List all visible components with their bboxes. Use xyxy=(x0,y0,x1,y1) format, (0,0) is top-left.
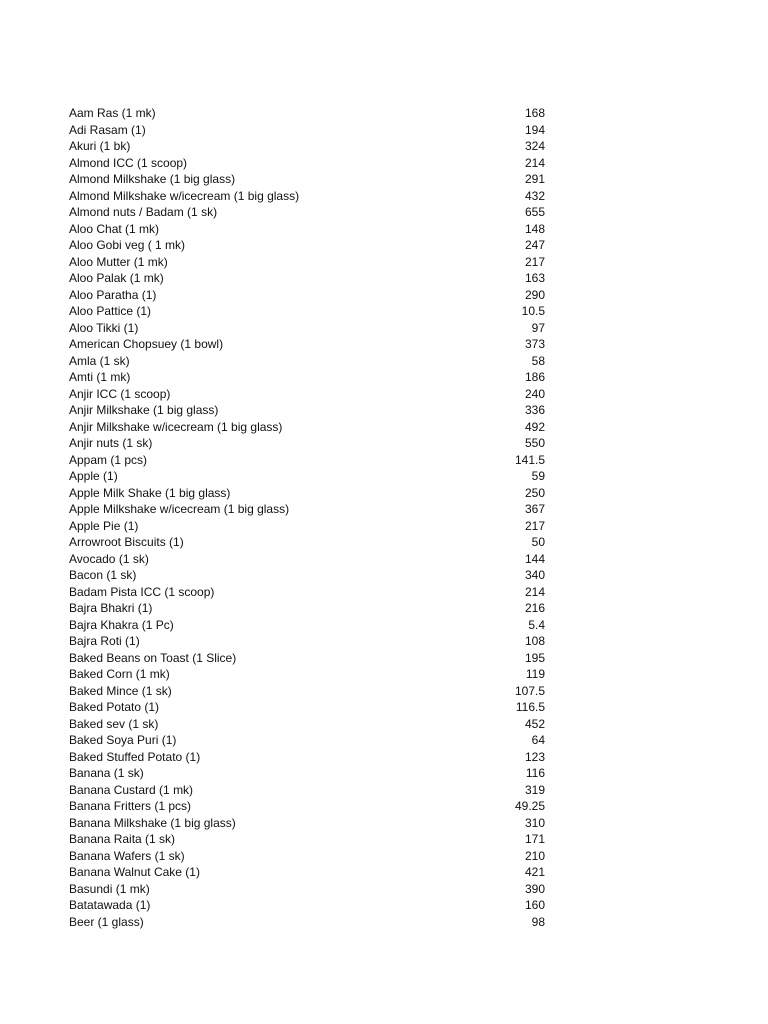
calorie-value: 10.5 xyxy=(521,304,545,318)
food-name: Basundi (1 mk) xyxy=(69,881,150,896)
table-row xyxy=(69,270,545,287)
table-row xyxy=(69,716,545,733)
food-name: Anjir nuts (1 sk) xyxy=(69,436,153,450)
table-row xyxy=(69,287,545,304)
food-name: Baked Mince (1 sk) xyxy=(69,683,172,698)
calorie-value: 390 xyxy=(524,881,545,896)
table-row xyxy=(69,881,545,898)
calorie-value: 108 xyxy=(524,634,545,648)
food-name: Anjir Milkshake (1 big glass) xyxy=(69,403,219,417)
food-name: Arrowroot Biscuits (1) xyxy=(69,535,184,549)
food-name: Banana Wafers (1 sk) xyxy=(69,848,185,863)
calorie-value: 216 xyxy=(524,601,545,615)
food-name: Aam Ras (1 mk) xyxy=(69,106,156,120)
calorie-value: 373 xyxy=(524,337,545,351)
calorie-value: 240 xyxy=(524,386,545,401)
table-row xyxy=(69,468,545,485)
calorie-list xyxy=(69,105,545,930)
calorie-value: 319 xyxy=(524,782,545,797)
table-row xyxy=(69,237,545,254)
calorie-value: 116 xyxy=(525,766,545,780)
calorie-value: 250 xyxy=(524,485,545,500)
food-name: Bacon (1 sk) xyxy=(69,568,137,582)
food-name: Banana Milkshake (1 big glass) xyxy=(69,815,236,830)
table-row xyxy=(69,683,545,700)
food-name: Bajra Khakra (1 Pc) xyxy=(69,617,174,632)
calorie-value: 119 xyxy=(525,667,545,681)
food-name: Bajra Roti (1) xyxy=(69,634,140,648)
table-row xyxy=(69,485,545,502)
calorie-value: 492 xyxy=(524,419,545,434)
calorie-value: 5.4 xyxy=(528,617,545,632)
food-name: Beer (1 glass) xyxy=(69,914,144,929)
table-row xyxy=(69,798,545,815)
table-row xyxy=(69,551,545,568)
calorie-value: 116.5 xyxy=(515,700,545,714)
calorie-value: 247 xyxy=(524,238,545,252)
food-name: Batatawada (1) xyxy=(69,898,151,912)
table-row xyxy=(69,171,545,188)
food-name: Aloo Pattice (1) xyxy=(69,304,152,318)
calorie-value: 148 xyxy=(524,221,545,236)
calorie-value: 214 xyxy=(524,155,545,170)
calorie-value: 367 xyxy=(524,502,545,516)
calorie-value: 336 xyxy=(524,403,545,417)
table-row xyxy=(69,254,545,271)
food-name: Banana Fritters (1 pcs) xyxy=(69,799,192,813)
food-name: Apple (1) xyxy=(69,469,118,483)
table-row xyxy=(69,435,545,452)
calorie-value: 50 xyxy=(531,535,545,549)
table-row xyxy=(69,155,545,172)
food-name: Banana Custard (1 mk) xyxy=(69,782,194,797)
calorie-value: 168 xyxy=(524,106,545,120)
food-name: Aloo Palak (1 mk) xyxy=(69,271,164,285)
food-name: Amti (1 mk) xyxy=(69,370,131,384)
food-name: Apple Pie (1) xyxy=(69,518,139,533)
table-row xyxy=(69,584,545,601)
food-name: Bajra Bhakri (1) xyxy=(69,601,153,615)
table-row xyxy=(69,204,545,221)
table-row xyxy=(69,848,545,865)
calorie-value: 324 xyxy=(524,139,545,153)
food-name: Apple Milk Shake (1 big glass) xyxy=(69,485,231,500)
food-name: Anjir Milkshake w/icecream (1 big glass) xyxy=(69,419,283,434)
food-name: Baked Beans on Toast (1 Slice) xyxy=(69,650,237,665)
calorie-value: 97 xyxy=(531,320,545,335)
calorie-value: 210 xyxy=(524,848,545,863)
table-row xyxy=(69,188,545,205)
table-row xyxy=(69,534,545,551)
calorie-value: 98 xyxy=(531,914,545,929)
table-row xyxy=(69,666,545,683)
calorie-value: 123 xyxy=(524,749,545,764)
table-row xyxy=(69,864,545,881)
food-name: Avocado (1 sk) xyxy=(69,551,149,566)
calorie-value: 171 xyxy=(524,832,545,846)
food-name: Almond nuts / Badam (1 sk) xyxy=(69,205,218,219)
food-name: Banana Raita (1 sk) xyxy=(69,832,176,846)
food-name: Almond Milkshake (1 big glass) xyxy=(69,172,236,186)
food-name: Anjir ICC (1 scoop) xyxy=(69,386,171,401)
table-row xyxy=(69,402,545,419)
calorie-value: 107.5 xyxy=(514,683,545,698)
food-name: Badam Pista ICC (1 scoop) xyxy=(69,584,215,599)
food-name: Baked Corn (1 mk) xyxy=(69,667,170,681)
table-row xyxy=(69,815,545,832)
table-row xyxy=(69,765,545,782)
calorie-value: 655 xyxy=(524,205,545,219)
calorie-value: 340 xyxy=(524,568,545,582)
table-row xyxy=(69,782,545,799)
calorie-value: 144 xyxy=(524,551,545,566)
table-row xyxy=(69,419,545,436)
table-row xyxy=(69,699,545,716)
calorie-value: 452 xyxy=(524,716,545,731)
table-row xyxy=(69,897,545,914)
calorie-value: 59 xyxy=(531,469,545,483)
table-row xyxy=(69,221,545,238)
table-row xyxy=(69,303,545,320)
table-row xyxy=(69,501,545,518)
calorie-value: 214 xyxy=(524,584,545,599)
food-name: Adi Rasam (1) xyxy=(69,122,146,137)
food-name: Baked Soya Puri (1) xyxy=(69,733,177,747)
table-row xyxy=(69,732,545,749)
calorie-value: 186 xyxy=(524,370,545,384)
food-name: Baked Potato (1) xyxy=(69,700,160,714)
food-name: Aloo Chat (1 mk) xyxy=(69,221,160,236)
food-name: Banana (1 sk) xyxy=(69,766,144,780)
calorie-value: 49.25 xyxy=(514,799,545,813)
table-row xyxy=(69,567,545,584)
calorie-value: 194 xyxy=(524,122,545,137)
calorie-value: 163 xyxy=(524,271,545,285)
calorie-value: 550 xyxy=(524,436,545,450)
table-row xyxy=(69,452,545,469)
calorie-value: 290 xyxy=(524,287,545,302)
calorie-value: 291 xyxy=(524,172,545,186)
food-name: Almond ICC (1 scoop) xyxy=(69,155,188,170)
table-row xyxy=(69,320,545,337)
table-row xyxy=(69,650,545,667)
calorie-value: 58 xyxy=(531,353,545,368)
food-name: Banana Walnut Cake (1) xyxy=(69,865,200,879)
table-row xyxy=(69,831,545,848)
food-name: Baked Stuffed Potato (1) xyxy=(69,749,201,764)
table-row xyxy=(69,518,545,535)
food-name: Appam (1 pcs) xyxy=(69,452,148,467)
table-row xyxy=(69,138,545,155)
food-name: American Chopsuey (1 bowl) xyxy=(69,337,224,351)
table-row xyxy=(69,633,545,650)
table-row xyxy=(69,914,545,931)
table-row xyxy=(69,369,545,386)
food-name: Aloo Tikki (1) xyxy=(69,320,139,335)
table-row xyxy=(69,353,545,370)
food-name: Aloo Gobi veg ( 1 mk) xyxy=(69,238,186,252)
calorie-value: 160 xyxy=(524,898,545,912)
food-name: Aloo Mutter (1 mk) xyxy=(69,254,168,269)
table-row xyxy=(69,617,545,634)
table-row xyxy=(69,122,545,139)
food-name: Amla (1 sk) xyxy=(69,353,130,368)
food-name: Akuri (1 bk) xyxy=(69,139,131,153)
calorie-value: 310 xyxy=(524,815,545,830)
food-name: Apple Milkshake w/icecream (1 big glass) xyxy=(69,502,290,516)
table-row xyxy=(69,749,545,766)
table-row xyxy=(69,105,545,122)
table-row xyxy=(69,336,545,353)
table-row xyxy=(69,386,545,403)
calorie-value: 217 xyxy=(524,518,545,533)
table-row xyxy=(69,600,545,617)
calorie-value: 432 xyxy=(524,188,545,203)
food-name: Almond Milkshake w/icecream (1 big glass) xyxy=(69,188,300,203)
calorie-value: 421 xyxy=(524,865,545,879)
calorie-value: 195 xyxy=(524,650,545,665)
calorie-value: 217 xyxy=(524,254,545,269)
food-name: Aloo Paratha (1) xyxy=(69,287,157,302)
calorie-value: 64 xyxy=(531,733,545,747)
calorie-value: 141.5 xyxy=(514,452,545,467)
food-name: Baked sev (1 sk) xyxy=(69,716,159,731)
